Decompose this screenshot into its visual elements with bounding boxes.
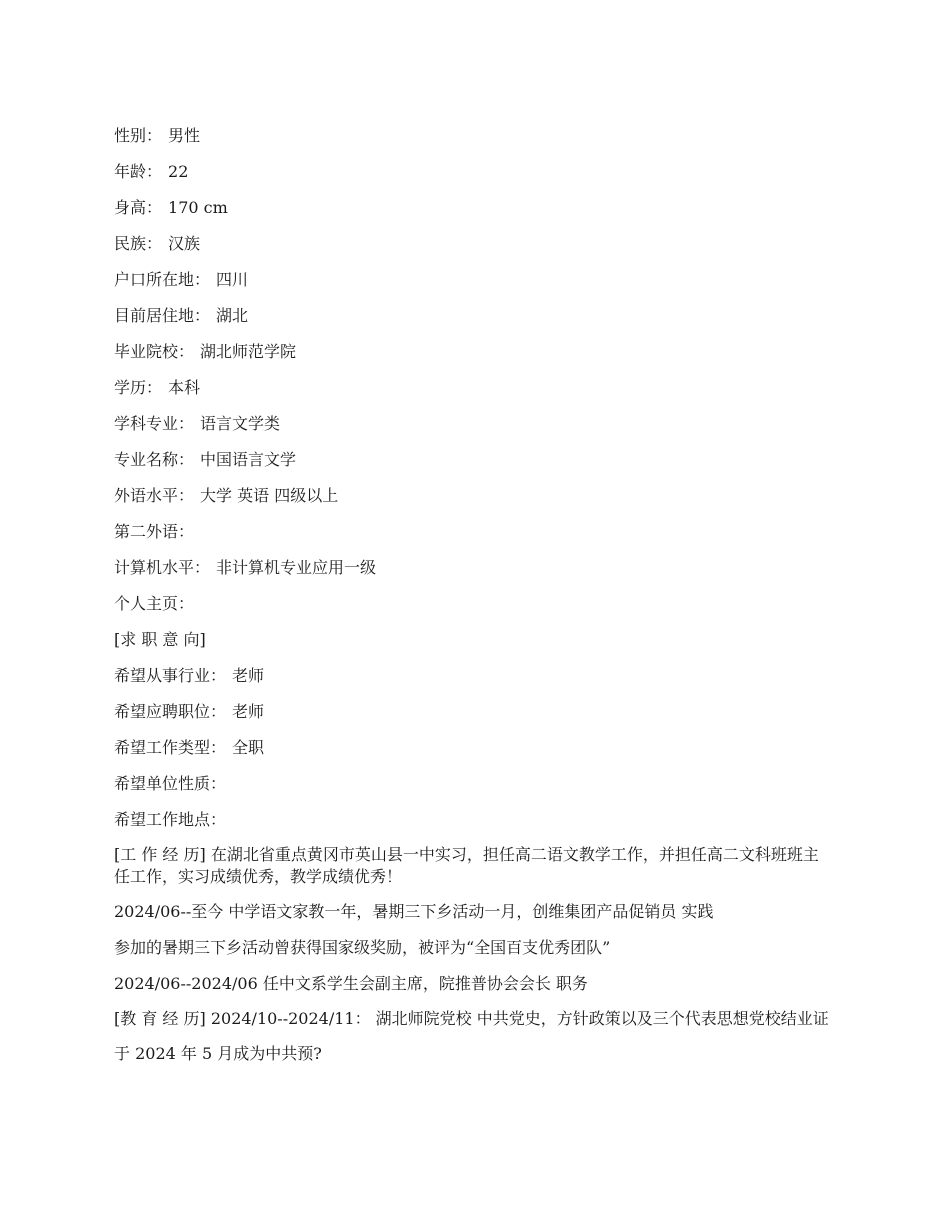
field-label: 目前居住地： <box>114 306 211 325</box>
field-label: 个人主页： <box>114 594 195 613</box>
field-label: 毕业院校： <box>114 342 195 361</box>
field-desired-job-type <box>114 736 834 760</box>
field-desired-employer-type <box>114 772 834 796</box>
field-homepage <box>114 592 834 616</box>
field-value: 四川 <box>216 270 249 289</box>
student-union-line: 2024/06--2024/06 任中文系学生会副主席，院推普协会会长 职务 <box>114 974 588 993</box>
field-label: 专业名称： <box>114 450 195 469</box>
field-value: 老师 <box>232 702 265 721</box>
field-label: 希望应聘职位： <box>114 702 227 721</box>
field-label: 计算机水平： <box>114 558 211 577</box>
field-ethnicity <box>114 232 834 256</box>
field-value: 湖北 <box>216 306 249 325</box>
field-major <box>114 448 834 472</box>
award-line: 参加的暑期三下乡活动曾获得国家级奖励，被评为“全国百支优秀团队” <box>114 938 611 957</box>
field-value: 170 cm <box>168 198 228 217</box>
field-value: 湖北师范学院 <box>200 342 297 361</box>
field-value: 汉族 <box>168 234 201 253</box>
field-label: 民族： <box>114 234 163 253</box>
field-hukou <box>114 268 834 292</box>
field-label: 第二外语： <box>114 522 195 541</box>
field-age <box>114 160 834 184</box>
field-value: 22 <box>168 162 189 181</box>
field-label: 年龄： <box>114 162 163 181</box>
field-label: 学历： <box>114 378 163 397</box>
field-discipline <box>114 412 834 436</box>
field-label: 性别： <box>114 126 163 145</box>
field-label: 学科专业： <box>114 414 195 433</box>
field-foreign-language <box>114 484 834 508</box>
field-label: 希望从事行业： <box>114 666 227 685</box>
field-value: 非计算机专业应用一级 <box>216 558 377 577</box>
field-computer-level <box>114 556 834 580</box>
field-label: 希望单位性质： <box>114 774 227 793</box>
party-membership-line: 于 2024 年 5 月成为中共预? <box>114 1044 322 1063</box>
tutoring-experience-line: 2024/06--至今 中学语文家教一年，暑期三下乡活动一月，创维集团产品促销员 实践 <box>114 902 714 921</box>
resume-page <box>114 124 834 1078</box>
field-label: 户口所在地： <box>114 270 211 289</box>
section-heading-job-intent: [求 职 意 向] <box>114 630 206 649</box>
field-value: 全职 <box>232 738 265 757</box>
field-value: 本科 <box>168 378 201 397</box>
education-paragraph: [教 育 经 历] 2024/10--2024/11： 湖北师院党校 中共党史，方针政策以及三个代表思想党校结业证 <box>114 1009 829 1028</box>
field-value: 中国语言文学 <box>200 450 297 469</box>
field-value: 语言文学类 <box>200 414 281 433</box>
field-gender <box>114 124 834 148</box>
field-value: 男性 <box>168 126 201 145</box>
field-value: 老师 <box>232 666 265 685</box>
field-value: 大学 英语 四级以上 <box>200 486 339 505</box>
field-degree <box>114 376 834 400</box>
field-second-language <box>114 520 834 544</box>
field-desired-position <box>114 700 834 724</box>
field-residence <box>114 304 834 328</box>
work-experience-paragraph: [工 作 经 历] 在湖北省重点黄冈市英山县一中实习，担任高二语文教学工作，并担任高二文科班班主任工作，实习成绩优秀，教学成绩优秀！ <box>114 845 819 886</box>
field-desired-location <box>114 808 834 832</box>
field-school <box>114 340 834 364</box>
field-label: 外语水平： <box>114 486 195 505</box>
field-height <box>114 196 834 220</box>
field-label: 希望工作类型： <box>114 738 227 757</box>
field-desired-industry <box>114 664 834 688</box>
field-label: 身高： <box>114 198 163 217</box>
field-label: 希望工作地点： <box>114 810 227 829</box>
